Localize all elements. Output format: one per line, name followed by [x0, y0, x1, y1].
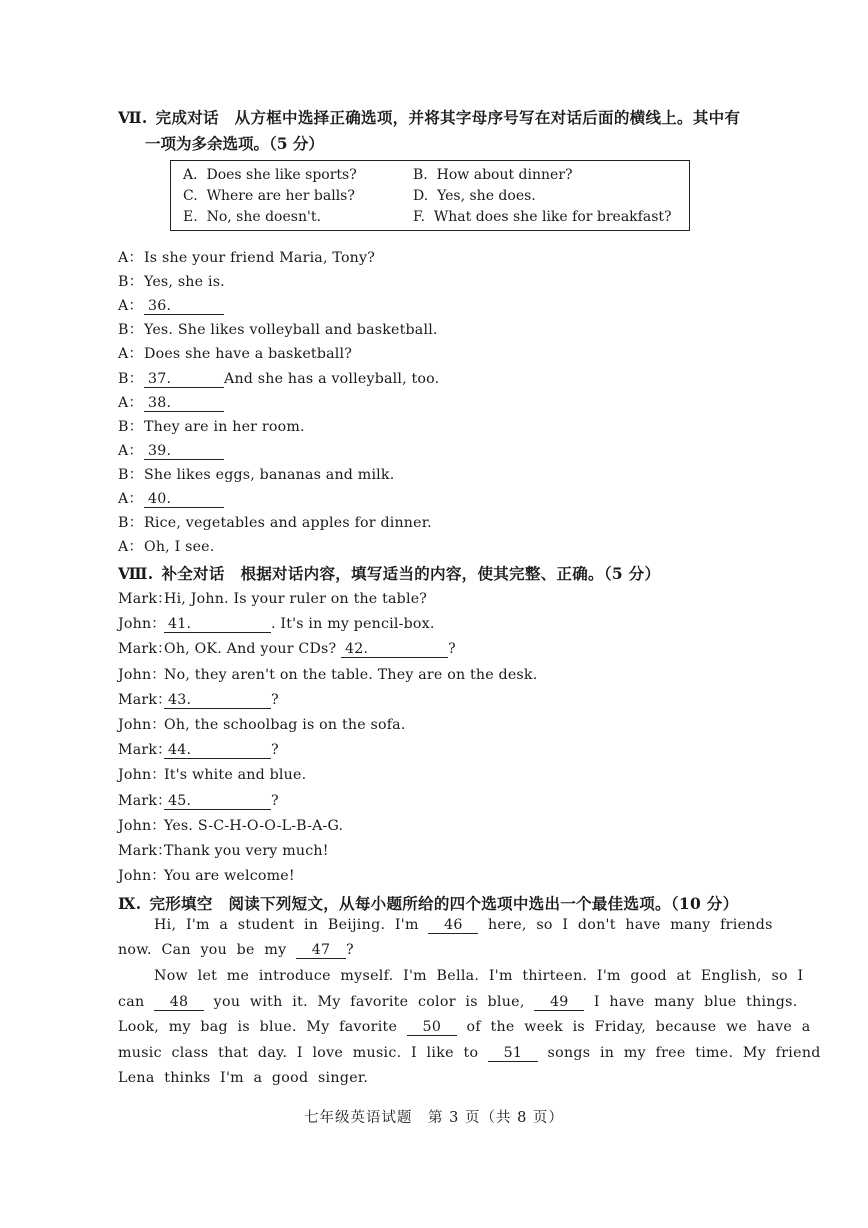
dialogue-line — [118, 247, 375, 267]
passage-text: Look, my bag is blue. My favorite — [118, 1019, 407, 1035]
passage-text: I have many blue things. — [584, 994, 798, 1010]
dialogue-line — [118, 764, 306, 784]
dialogue-line — [118, 790, 279, 810]
speaker-label: B： — [118, 370, 144, 387]
speaker-label: A： — [118, 491, 143, 507]
speaker-label: Mark： — [118, 641, 172, 658]
dialogue-text: ? — [448, 641, 456, 658]
passage-text: music class that day. I love music. I like to — [118, 1045, 488, 1061]
section-9-heading — [118, 892, 738, 914]
passage-line — [118, 1070, 368, 1086]
speaker-label: John： — [118, 666, 166, 683]
section-8-number: Ⅷ. — [118, 564, 154, 583]
cloze-blank[interactable]: 47 — [296, 942, 346, 959]
speaker-label: A： — [118, 298, 143, 315]
speaker-label: John： — [118, 717, 166, 733]
speaker-label: A： — [118, 250, 143, 266]
answer-blank[interactable]: 37. — [144, 371, 224, 388]
dialogue-line — [118, 840, 329, 860]
dialogue-text: They are in her room. — [144, 418, 305, 435]
dialogue-text: Thank you very much! — [164, 843, 329, 859]
dialogue-line — [118, 512, 432, 532]
speaker-label: Mark： — [118, 843, 172, 859]
option-f: F. What does she like for breakfast? — [413, 209, 672, 225]
speaker-label: Mark： — [118, 591, 172, 607]
dialogue-line — [118, 488, 224, 508]
section-7-title-cont: 一项为多余选项。（5 分） — [145, 134, 324, 153]
dialogue-line — [118, 613, 435, 633]
speaker-label: A： — [118, 539, 143, 556]
dialogue-line — [118, 638, 456, 658]
dialogue-text: You are welcome! — [164, 868, 295, 885]
dialogue-line — [118, 416, 305, 436]
passage-line — [118, 994, 798, 1011]
answer-blank[interactable]: 41. — [164, 616, 271, 633]
dialogue-text: Does she have a basketball? — [144, 346, 353, 363]
option-b: B. How about dinner? — [413, 167, 573, 183]
speaker-label: John： — [118, 868, 166, 885]
dialogue-line — [118, 464, 394, 484]
dialogue-text: Oh, the schoolbag is on the sofa. — [164, 717, 406, 733]
dialogue-line — [118, 536, 215, 556]
speaker-label: B： — [118, 322, 144, 339]
answer-blank[interactable]: 42. — [341, 641, 448, 658]
page-footer: 七年级英语试题 第 3 页（共 8 页） — [304, 1110, 564, 1126]
dialogue-text: ? — [271, 691, 279, 708]
dialogue-line — [118, 714, 406, 734]
section-8-title: 补全对话 根据对话内容，填写适当的内容，使其完整、正确。（5 分） — [161, 564, 661, 583]
passage-text: now. Can you be my — [118, 942, 297, 958]
passage-text: you with it. My favorite color is blue, — [204, 994, 535, 1010]
dialogue-text: Hi, John. Is your ruler on the table? — [164, 591, 428, 607]
option-e: E. No, she doesn't. — [183, 209, 321, 225]
dialogue-line — [118, 588, 427, 608]
cloze-blank[interactable]: 49 — [534, 994, 584, 1011]
answer-blank[interactable]: 44. — [164, 742, 271, 759]
section-9-number: Ⅸ. — [118, 894, 142, 913]
section-7-number: Ⅶ. — [118, 108, 148, 127]
speaker-label: A： — [118, 346, 143, 363]
speaker-label: B： — [118, 466, 144, 483]
answer-blank[interactable]: 40. — [144, 491, 224, 508]
passage-line — [118, 1045, 821, 1062]
dialogue-line — [118, 271, 225, 291]
dialogue-line — [118, 664, 537, 684]
cloze-blank[interactable]: 51 — [488, 1045, 538, 1062]
section-9-title: 完形填空 阅读下列短文，从每小题所给的四个选项中选出一个最佳选项。（10 分） — [149, 894, 739, 913]
dialogue-text: Yes. S-C-H-O-O-L-B-A-G. — [164, 817, 344, 834]
dialogue-text: She likes eggs, bananas and milk. — [144, 466, 395, 483]
cloze-blank[interactable]: 46 — [428, 917, 478, 934]
dialogue-text: No, they aren't on the table. They are on the desk. — [164, 666, 538, 683]
passage-text: can — [118, 994, 155, 1010]
dialogue-line — [118, 343, 352, 363]
dialogue-line — [118, 440, 224, 460]
passage-line — [118, 942, 354, 959]
answer-blank[interactable]: 36. — [144, 298, 224, 315]
dialogue-line — [118, 815, 343, 835]
passage-line — [154, 917, 773, 934]
option-a: A. Does she like sports? — [183, 167, 357, 183]
dialogue-text: ? — [271, 792, 279, 809]
dialogue-text: Oh, OK. And your CDs? — [164, 641, 342, 658]
cloze-blank[interactable]: 48 — [154, 994, 204, 1011]
options-box — [170, 160, 690, 231]
speaker-label: A： — [118, 394, 143, 411]
dialogue-line — [118, 689, 279, 709]
section-7-title: 完成对话 从方框中选择正确选项，并将其字母序号写在对话后面的横线上。其中有 — [155, 108, 741, 127]
speaker-label: B： — [118, 418, 144, 435]
speaker-label: B： — [118, 274, 144, 291]
speaker-label: Mark： — [118, 742, 172, 759]
passage-text: ? — [346, 942, 354, 958]
dialogue-text: Rice, vegetables and apples for dinner. — [144, 515, 432, 532]
speaker-label: Mark： — [118, 691, 172, 708]
speaker-label: John： — [118, 817, 166, 834]
passage-text: songs in my free time. My friend — [537, 1045, 821, 1061]
dialogue-text: ? — [271, 742, 279, 759]
answer-blank[interactable]: 38. — [144, 395, 224, 412]
answer-blank[interactable]: 45. — [164, 793, 271, 810]
answer-blank[interactable]: 39. — [144, 443, 224, 460]
section-8-heading — [118, 562, 660, 584]
dialogue-text: Yes. She likes volleyball and basketball. — [144, 322, 438, 339]
dialogue-line — [118, 739, 279, 759]
dialogue-text: Oh, I see. — [144, 539, 215, 556]
speaker-label: John： — [118, 616, 166, 633]
passage-line — [154, 968, 803, 984]
dialogue-line — [118, 295, 224, 315]
dialogue-text: It's white and blue. — [164, 767, 307, 784]
speaker-label: John： — [118, 767, 166, 784]
option-c: C. Where are her balls? — [183, 188, 355, 204]
passage-text: of the week is Friday, because we have a — [456, 1019, 811, 1035]
dialogue-line — [118, 865, 295, 885]
passage-text: Hi, I'm a student in Beijing. I'm — [154, 917, 429, 933]
dialogue-line — [118, 319, 438, 339]
section-7-heading — [118, 106, 740, 128]
dialogue-line — [118, 392, 224, 412]
answer-blank[interactable]: 43. — [164, 692, 271, 709]
dialogue-line — [118, 368, 439, 388]
passage-text: Lena thinks I'm a good singer. — [118, 1070, 369, 1086]
dialogue-text: Is she your friend Maria, Tony? — [144, 250, 376, 266]
passage-line — [118, 1019, 810, 1036]
speaker-label: B： — [118, 515, 144, 532]
dialogue-text: Yes, she is. — [144, 274, 225, 291]
speaker-label: Mark： — [118, 792, 172, 809]
cloze-blank[interactable]: 50 — [407, 1019, 457, 1036]
dialogue-text: . It's in my pencil-box. — [271, 616, 435, 633]
passage-text: here, so I don't have many friends — [478, 917, 773, 933]
dialogue-text: And she has a volleyball, too. — [224, 370, 440, 387]
speaker-label: A： — [118, 442, 143, 459]
option-d: D. Yes, she does. — [413, 188, 536, 204]
passage-text: Now let me introduce myself. I'm Bella. I'm thirteen. I'm good at English, so I — [154, 968, 804, 984]
